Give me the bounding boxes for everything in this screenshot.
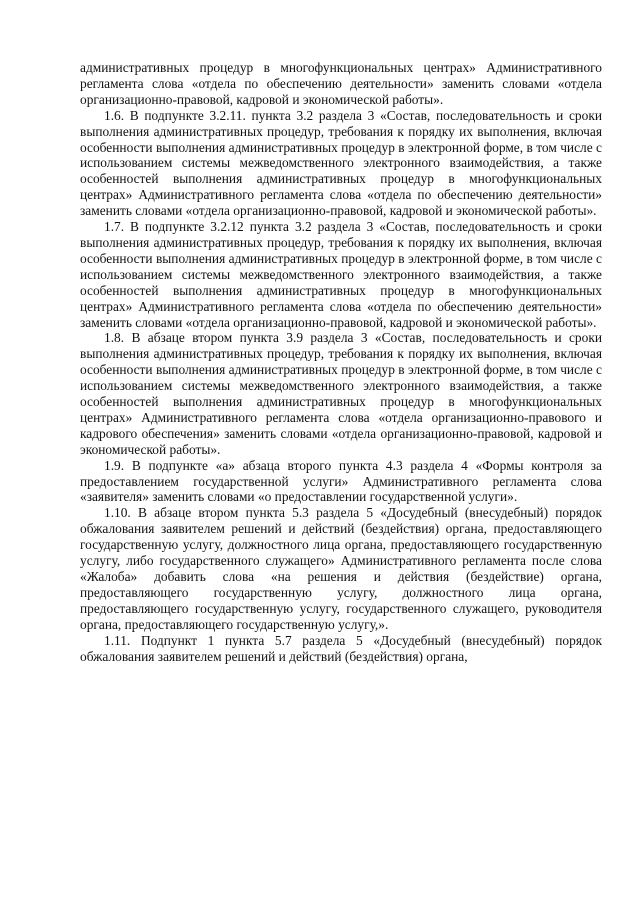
paragraph-1-9: 1.9. В подпункте «а» абзаца второго пункта 4.3 раздела 4 «Формы контроля за предоставлением государственной услуги» Административного регламента слова «заявителя» заменить словами «о предоставлении государственной услуги». [80,457,602,505]
paragraph-1-8: 1.8. В абзаце втором пункта 3.9 раздела 3 «Состав, последовательность и сроки выполнения административных процедур, требования к порядку их выполнения, включая особенности выполнения административных процедур в электронной форме, в том числе с использованием системы межведомственного электронного взаимодействия, а также особенностей выполнения административных процедур в многофункциональных центрах» Административного регламента слова «отдела организационно-правового и кадрового обеспечения» заменить словами «отдела организационно-правовой, кадровой и экономической работы». [80,330,602,457]
paragraph-1-11: 1.11. Подпункт 1 пункта 5.7 раздела 5 «Досудебный (внесудебный) порядок обжалования заявителем решений и действий (бездействия) органа, [80,632,602,664]
paragraph-1-6: 1.6. В подпункте 3.2.11. пункта 3.2 раздела 3 «Состав, последовательность и сроки выполнения административных процедур, требования к порядку их выполнения, включая особенности выполнения административных процедур в электронной форме, в том числе с использованием системы межведомственного электронного взаимодействия, а также особенностей выполнения административных процедур в многофункциональных центрах» Административного регламента слова «отдела по обеспечению деятельности» заменить словами «отдела организационно-правовой, кадровой и экономической работы». [80,107,602,219]
paragraph-1-7: 1.7. В подпункте 3.2.12 пункта 3.2 раздела 3 «Состав, последовательность и сроки выполнения административных процедур, требования к порядку их выполнения, включая особенности выполнения административных процедур в электронной форме, в том числе с использованием системы межведомственного электронного взаимодействия, а также особенностей выполнения административных процедур в многофункциональных центрах» Административного регламента слова «отдела по обеспечению деятельности» заменить словами «отдела организационно-правовой, кадровой и экономической работы». [80,219,602,330]
paragraph-1-10: 1.10. В абзаце втором пункта 5.3 раздела 5 «Досудебный (внесудебный) порядок обжалования заявителем решений и действий (бездействия) органа, предоставляющего государственную услугу, должностного лица органа, предоставляющего государственную услугу, либо государственного служащего» Административного регламента после слова «Жалоба» добавить слова «на решения и действия (бездействие) органа, предоставляющего государственную услугу, должностного лица органа, предоставляющего государственную услугу, государственного служащего, руководителя органа, предоставляющего государственную услугу,». [80,505,602,632]
document-body [80,60,602,664]
paragraph-continuation: административных процедур в многофункциональных центрах» Административного регламента слова «отдела по обеспечению деятельности» заменить словами «отдела организационно-правовой, кадровой и экономической работы». [80,60,602,107]
